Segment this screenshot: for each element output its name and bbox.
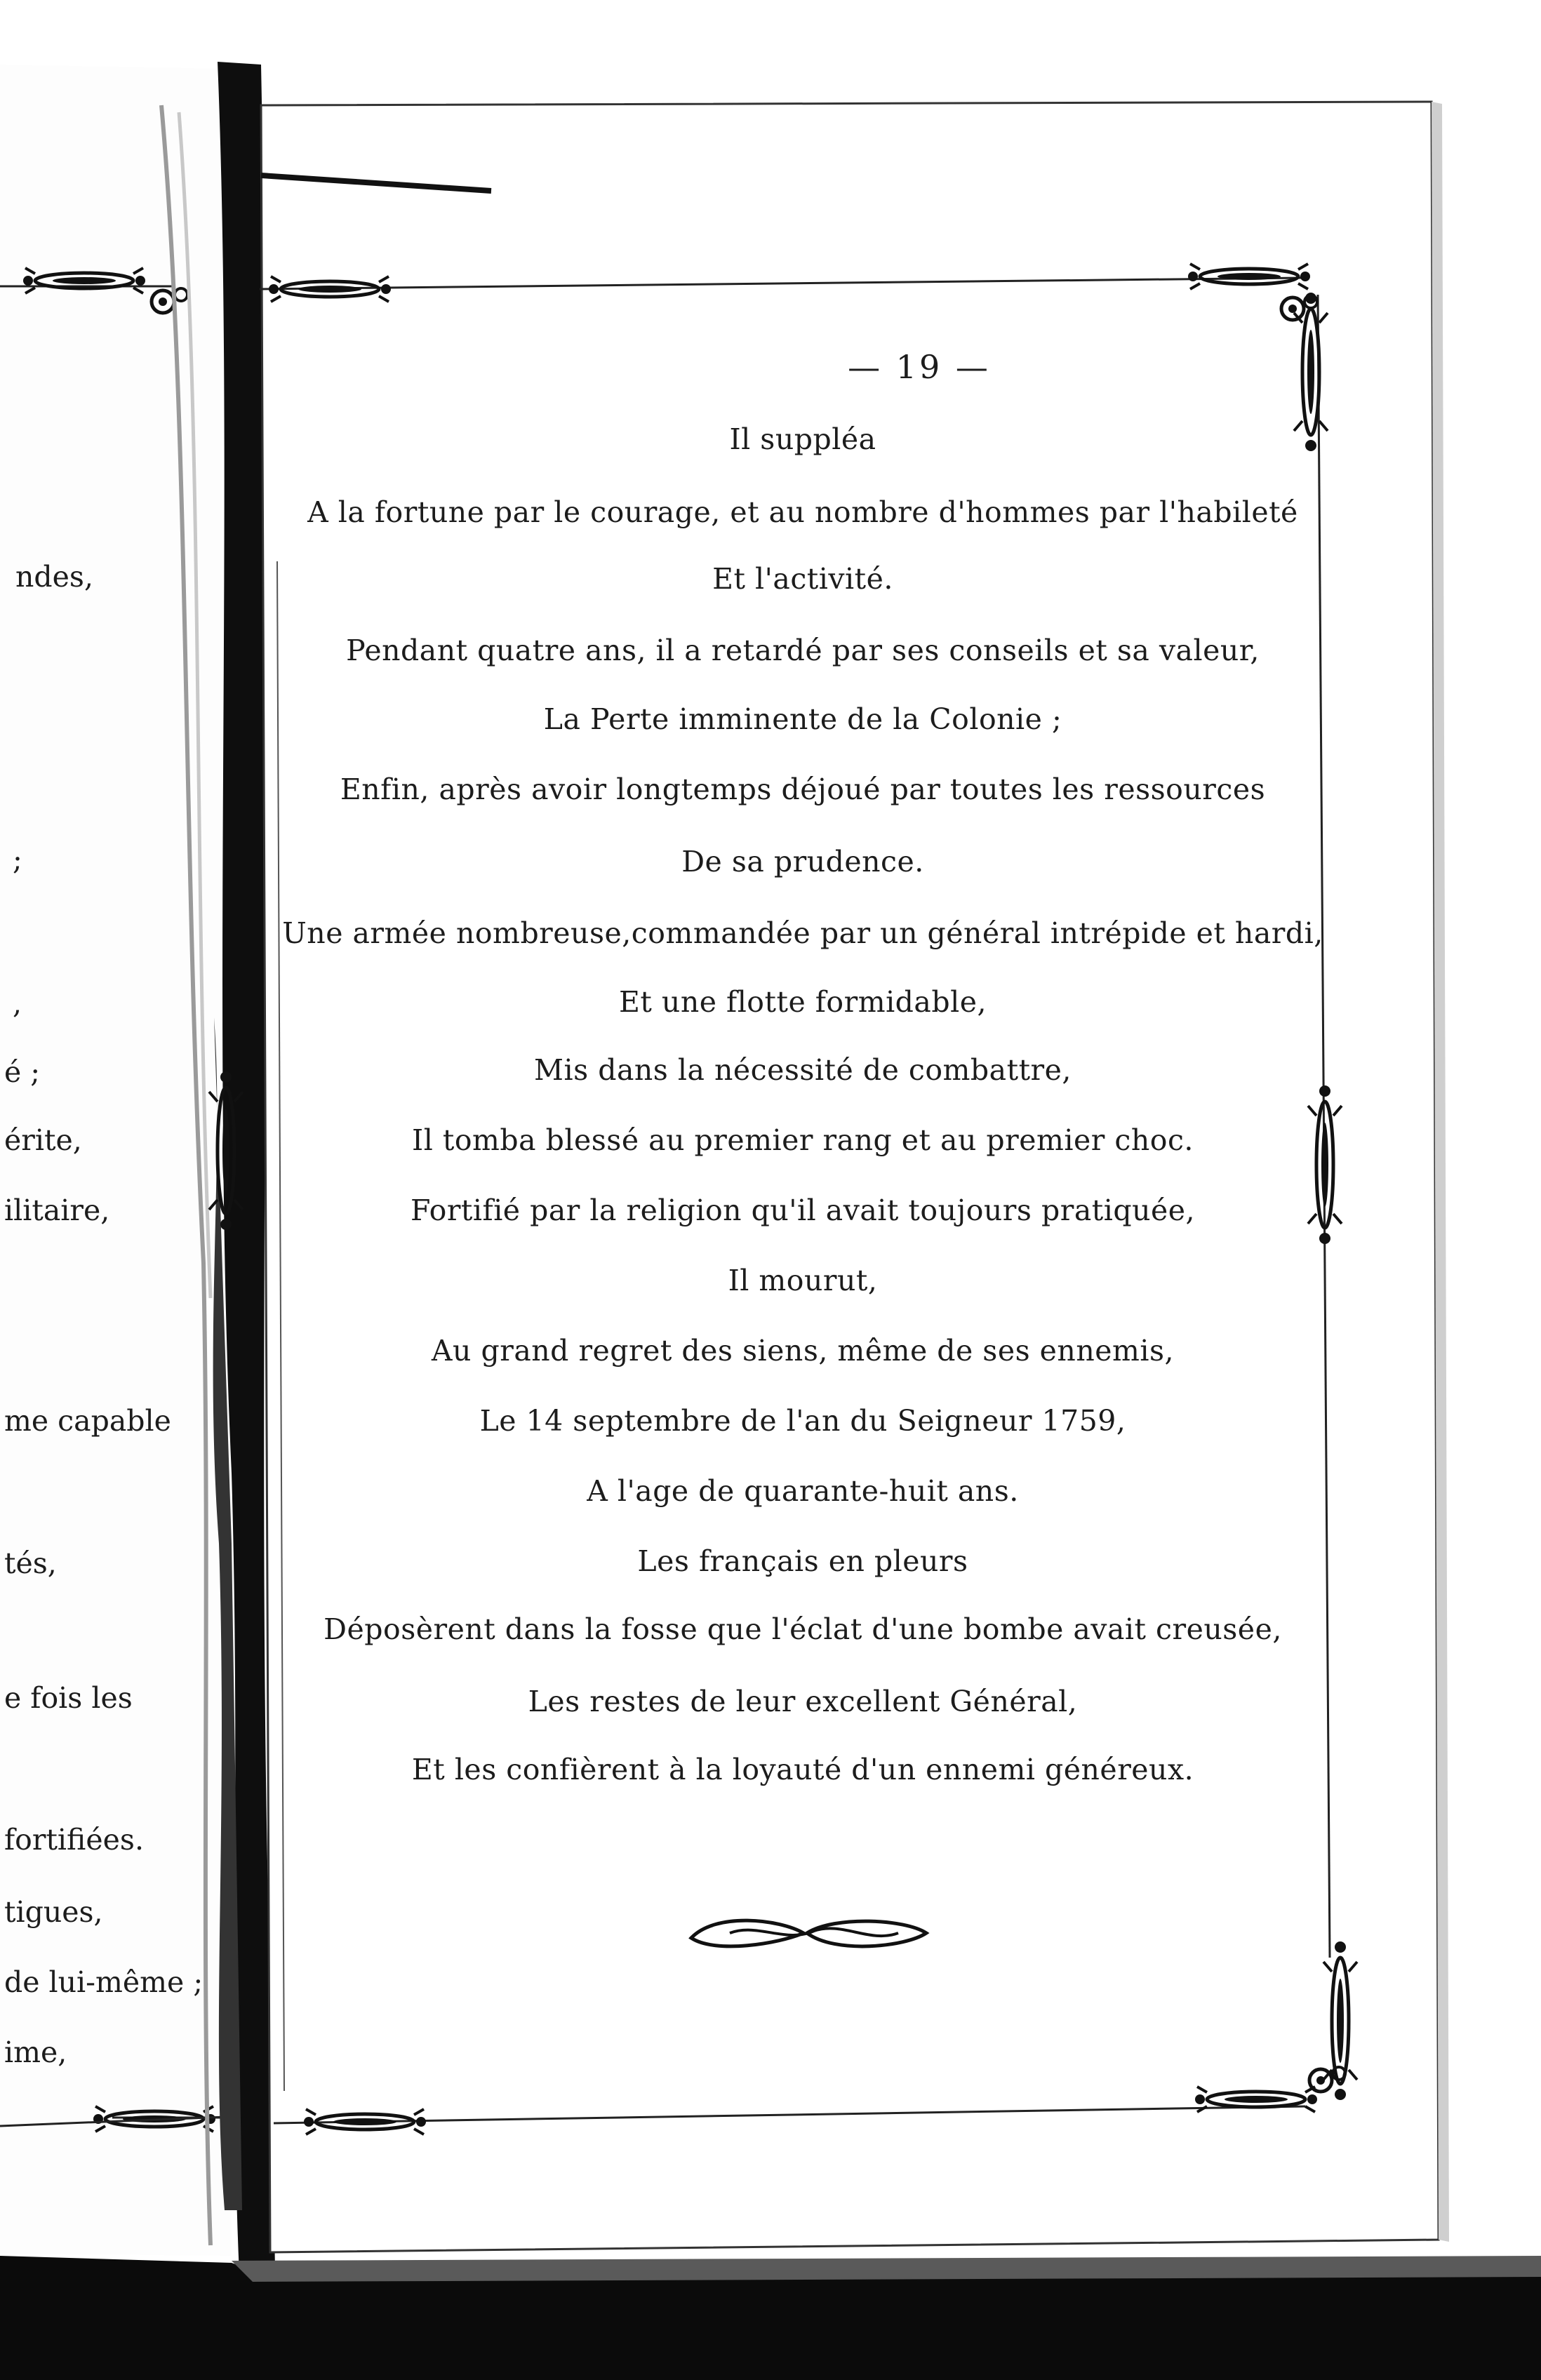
text-line: Et les confièrent à la loyauté d'un ennemi généreux. [411, 1753, 1194, 1786]
text-line: A l'age de quarante-huit ans. [587, 1474, 1019, 1508]
text-line: Pendant quatre ans, il a retardé par ses conseils et sa valeur, [346, 634, 1260, 667]
left-page-fragment: me capable [4, 1404, 171, 1438]
text-line: Fortifié par la religion qu'il avait toujours pratiquée, [410, 1194, 1196, 1227]
left-page-fragment: ime, [4, 2035, 67, 2069]
left-page-fragment: fortifiées. [4, 1823, 144, 1857]
text-line: Et l'activité. [712, 562, 893, 596]
left-page-fragment: , [13, 987, 22, 1020]
text-line: Au grand regret des siens, même de ses ennemis, [431, 1334, 1175, 1368]
left-page-fragment: de lui-même ; [4, 1965, 204, 1999]
text-line: A la fortune par le courage, et au nombre d'hommes par l'habileté [307, 495, 1298, 529]
left-page-fragment: e fois les [4, 1681, 133, 1715]
text-line: Les français en pleurs [637, 1544, 968, 1578]
text-line: Les restes de leur excellent Général, [528, 1685, 1078, 1718]
text-line: Et une flotte formidable, [618, 985, 987, 1019]
text-line: Une armée nombreuse,commandée par un général intrépide et hardi, [282, 916, 1323, 950]
left-page-fragment: ndes, [15, 560, 93, 594]
text-line: La Perte imminente de la Colonie ; [543, 702, 1062, 736]
text-line: Enfin, après avoir longtemps déjoué par toutes les ressources [340, 773, 1266, 806]
text-line: De sa prudence. [681, 845, 924, 878]
left-page-fragment: é ; [4, 1055, 41, 1089]
left-page-fragment: érite, [4, 1123, 82, 1157]
left-page-fragment: tés, [4, 1546, 57, 1580]
text-line: Mis dans la nécessité de combattre, [534, 1053, 1072, 1087]
text-line: Déposèrent dans la fosse que l'éclat d'une bombe avait creusée, [323, 1612, 1282, 1646]
text-line: Il suppléa [729, 422, 876, 456]
left-page-fragment: ilitaire, [4, 1194, 110, 1227]
left-page-fragment: tigues, [4, 1895, 103, 1929]
text-line: Il tomba blessé au premier rang et au premier choc. [412, 1123, 1194, 1157]
text-line: Il mourut, [728, 1264, 878, 1297]
page-number: — 19 — [848, 348, 991, 386]
left-page-fragment: ; [13, 843, 22, 876]
text-line: Le 14 septembre de l'an du Seigneur 1759, [479, 1404, 1126, 1438]
